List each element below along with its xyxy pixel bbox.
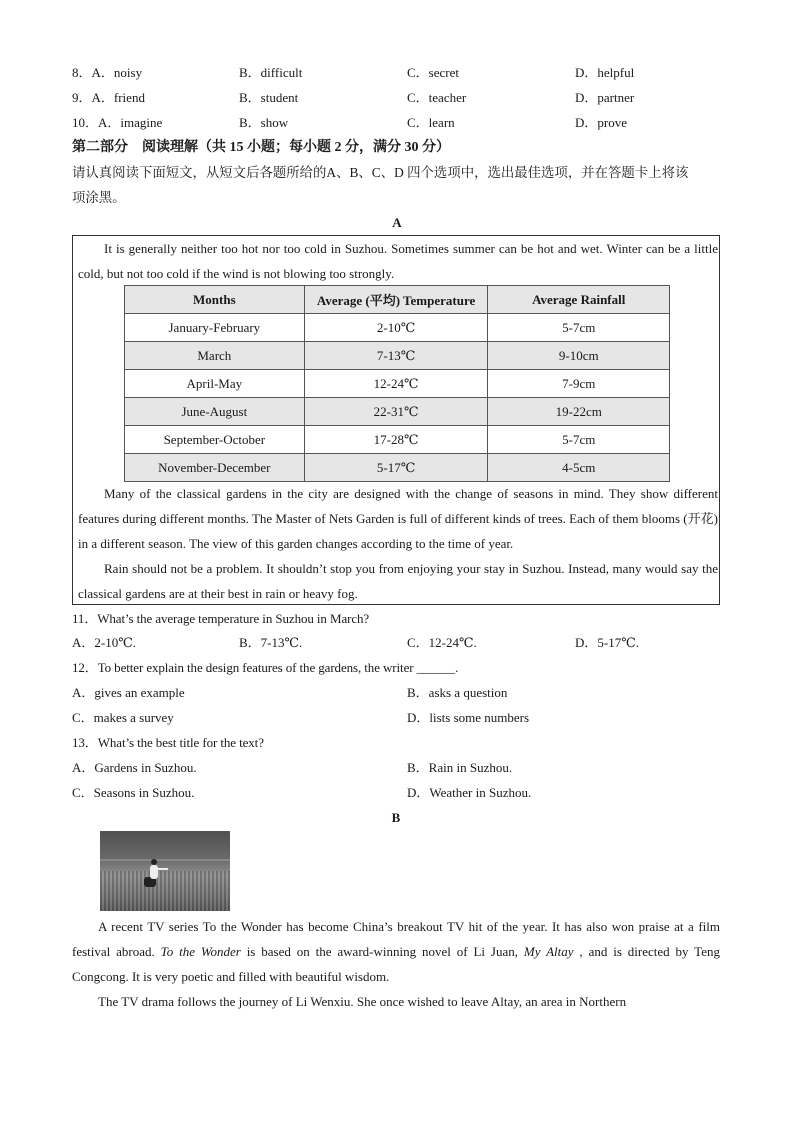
tv-series-title: To the Wonder — [160, 944, 241, 959]
table-row — [125, 426, 670, 454]
table-row — [125, 370, 670, 398]
question-12-option-a: A．gives an example — [72, 685, 185, 700]
cell-months: November-December — [125, 454, 305, 482]
cloze-options-10 — [72, 114, 732, 132]
header-rainfall: Average Rainfall — [488, 286, 670, 314]
question-12-options-row1 — [72, 684, 732, 702]
question-12-options-row2 — [72, 709, 732, 727]
passage-b-paragraph-2: The TV drama follows the journey of Li Wenxiu. She once wished to leave Altay, an area in Northern — [98, 994, 627, 1009]
cell-rainfall: 7-9cm — [488, 370, 670, 398]
option-8-d: D．helpful — [575, 65, 635, 80]
cell-months: September-October — [125, 426, 305, 454]
photo-figure-arm — [156, 868, 168, 870]
cell-temperature: 22-31℃ — [304, 398, 488, 426]
cell-months: April-May — [125, 370, 305, 398]
question-11-stem: 11．What’s the average temperature in Suzhou in March? — [72, 611, 370, 626]
question-11-option-b: B．7-13℃. — [239, 635, 303, 650]
photo-figure-head — [151, 859, 157, 865]
cell-rainfall: 19-22cm — [488, 398, 670, 426]
question-13-option-d: D．Weather in Suzhou. — [407, 785, 532, 800]
weather-table-header — [125, 286, 670, 314]
cell-temperature: 7-13℃ — [304, 342, 488, 370]
question-12-stem: 12．To better explain the design features of the gardens, the writer ______. — [72, 660, 459, 675]
cell-temperature: 5-17℃ — [304, 454, 488, 482]
option-10-a: 10．A．imagine — [72, 115, 163, 130]
table-row — [125, 314, 670, 342]
passage-a-paragraph-3: Rain should not be a problem. It shouldn’t stop you from enjoying your stay in Suzhou. Instead, many would say the classical gardens are at their best in rain or heavy fog. — [78, 561, 718, 601]
section-heading: 第二部分 阅读理解（共 15 小题；每小题 2 分，满分 30 分） — [72, 140, 450, 155]
passage-a-paragraph-2: Many of the classical gardens in the city are designed with the change of seasons in mind. They show different features during different months. The Master of Nets Garden is full of different kinds of trees. Each of them blooms (开花) in a different season. The view of this garden changes according to the time of year. — [78, 486, 718, 551]
question-12-option-d: D．lists some numbers — [407, 710, 530, 725]
question-13-option-a: A．Gardens in Suzhou. — [72, 760, 197, 775]
question-12-option-c: C．makes a survey — [72, 710, 174, 725]
cell-temperature: 17-28℃ — [304, 426, 488, 454]
passage-a-paragraph-1: It is generally neither too hot nor too cold in Suzhou. Sometimes summer can be hot and wet. Winter can be a little cold, but not too cold if the wind is not blowing too strongly. — [78, 241, 718, 281]
cell-months: January-February — [125, 314, 305, 342]
cloze-options-8 — [72, 64, 732, 82]
question-11-option-c: C．12-24℃. — [407, 635, 477, 650]
table-row — [125, 398, 670, 426]
table-row — [125, 454, 670, 482]
passage-b-label: B — [391, 810, 401, 825]
section-instruction-line2: 项涂黑。 — [72, 190, 126, 205]
question-13-option-b: B．Rain in Suzhou. — [407, 760, 513, 775]
photo-grass — [100, 871, 230, 911]
header-temperature: Average (平均) Temperature — [304, 286, 488, 314]
cell-months: June-August — [125, 398, 305, 426]
option-10-d: D．prove — [575, 115, 627, 130]
table-row — [125, 342, 670, 370]
passage-b-photo — [100, 831, 230, 911]
weather-table — [124, 285, 670, 482]
question-11-option-a: A．2-10℃. — [72, 635, 137, 650]
cell-rainfall: 5-7cm — [488, 314, 670, 342]
option-8-c: C．secret — [407, 65, 459, 80]
option-9-a: 9．A．friend — [72, 90, 145, 105]
option-10-b: B．show — [239, 115, 289, 130]
question-13-stem: 13．What’s the best title for the text? — [72, 735, 264, 750]
cloze-options-9 — [72, 89, 732, 107]
option-9-d: D．partner — [575, 90, 635, 105]
question-11-options — [72, 634, 732, 652]
question-11-option-d: D．5-17℃. — [575, 635, 640, 650]
passage-b-paragraph-1: A recent TV series To the Wonder has become China’s breakout TV hit of the year. It has also won praise at a film festival abroad. To the Wonder is based on the award-winning novel of Li Juan, My Altay , and is directed by Teng Congcong. It is very poetic and filled with beautiful wisdom. — [72, 919, 720, 984]
question-13-option-c: C．Seasons in Suzhou. — [72, 785, 195, 800]
cell-months: March — [125, 342, 305, 370]
cell-rainfall: 9-10cm — [488, 342, 670, 370]
question-13-options-row2 — [72, 784, 732, 802]
option-9-b: B．student — [239, 90, 299, 105]
cell-temperature: 2-10℃ — [304, 314, 488, 342]
cell-rainfall: 5-7cm — [488, 426, 670, 454]
option-10-c: C．learn — [407, 115, 455, 130]
photo-horizon — [100, 859, 230, 861]
option-8-a: 8．A．noisy — [72, 65, 143, 80]
option-9-c: C．teacher — [407, 90, 467, 105]
section-instruction-line1: 请认真阅读下面短文，从短文后各题所给的A、B、C、D 四个选项中，选出最佳选项，并在答题卡上将该 — [72, 165, 689, 180]
cell-rainfall: 4-5cm — [488, 454, 670, 482]
header-months: Months — [125, 286, 305, 314]
option-8-b: B．difficult — [239, 65, 303, 80]
question-13-options-row1 — [72, 759, 732, 777]
novel-title: My Altay — [523, 944, 574, 959]
passage-a-label: A — [392, 215, 402, 230]
cell-temperature: 12-24℃ — [304, 370, 488, 398]
question-12-option-b: B．asks a question — [407, 685, 508, 700]
